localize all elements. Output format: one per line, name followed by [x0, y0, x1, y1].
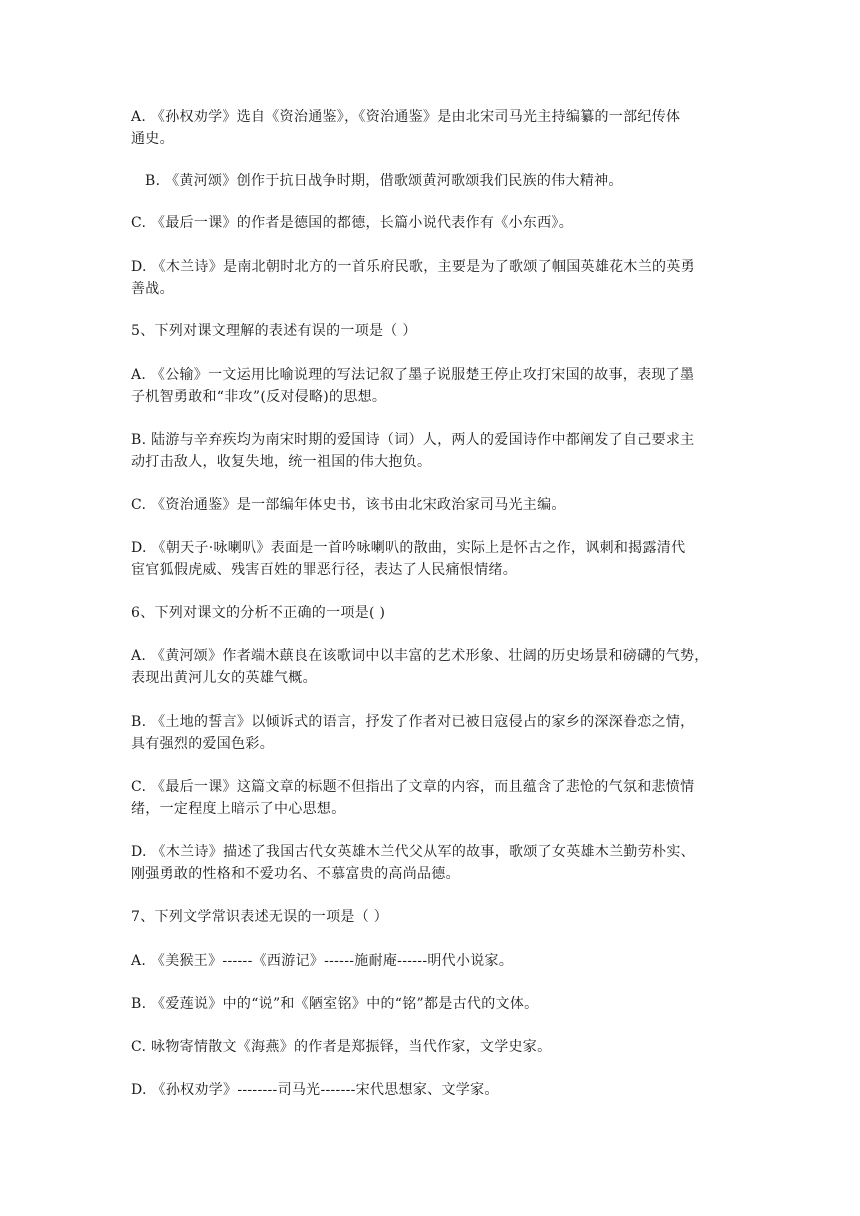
option-text-line: A. 《孙权劝学》选自《资治通鉴》，《资治通鉴》是由北宋司马光主持编纂的一部纪传体: [131, 109, 681, 125]
option-text-line: D. 《木兰诗》是南北朝时北方的一首乐府民歌，主要是为了歌颂了帼国英雄花木兰的英勇: [131, 259, 695, 275]
option-text-line: C. 《资治通鉴》是一部编年体史书，该书由北宋政治家司马光主编。: [131, 497, 566, 513]
option-text-line: 绪，一定程度上暗示了中心思想。: [131, 801, 346, 817]
option-text-line: 通史。: [131, 131, 174, 147]
option-text-line: B. 《黄河颂》创作于抗日战争时期，借歌颂黄河歌颂我们民族的伟大精神。: [145, 173, 623, 189]
option-text-line: B. 《土地的誓言》以倾诉式的语言，抒发了作者对已被日寇侵占的家乡的深深眷恋之情，: [131, 714, 695, 730]
option-text-line: 宦官狐假虎威、残害百姓的罪恶行径，表达了人民痛恨情绪。: [131, 562, 518, 578]
option-text-line: B. 《爱莲说》中的“说”和《陋室铭》中的“铭”都是古代的文体。: [131, 996, 539, 1012]
option-text-line: 表现出黄河儿女的英雄气概。: [131, 670, 317, 686]
option-text-line: C. 咏物寄情散文《海燕》的作者是郑振铎，当代作家，文学史家。: [131, 1039, 552, 1055]
option-text-line: D. 《朝天子·咏喇叭》表面是一首吟咏喇叭的散曲，实际上是怀古之作，讽刺和揭露清代: [131, 540, 686, 556]
question-title: 5、下列对课文理解的表述有误的一项是（ ）: [131, 323, 417, 339]
option-text-line: 具有强烈的爱国色彩。: [131, 736, 274, 752]
question-title: 6、下列对课文的分析不正确的一项是( ): [131, 605, 386, 621]
option-text-line: 刚强勇敢的性格和不爱功名、不慕富贵的高尚品德。: [131, 866, 460, 882]
option-text-line: A. 《美猴王》------《西游记》------施耐庵------明代小说家。: [131, 953, 514, 969]
option-text-line: C. 《最后一课》的作者是德国的都德，长篇小说代表作有《小东西》。: [131, 215, 574, 231]
option-text-line: 动打击敌人，收复失地，统一祖国的伟大抱负。: [131, 454, 432, 470]
option-text-line: 子机智勇敢和“非攻”(反对侵略)的思想。: [131, 389, 387, 405]
option-text-line: D. 《孙权劝学》--------司马光-------宋代思想家、文学家。: [131, 1082, 499, 1098]
option-text-line: C. 《最后一课》这篇文章的标题不但指出了文章的内容，而且蕴含了悲怆的气氛和悲愤情: [131, 779, 695, 795]
option-text-line: A. 《黄河颂》作者端木蕻良在该歌词中以丰富的艺术形象、壮阔的历史场景和磅礴的气势，: [131, 648, 709, 664]
question-title: 7、下列文学常识表述无误的一项是（ ）: [131, 909, 389, 925]
option-text-line: 善战。: [131, 281, 174, 297]
option-text-line: B. 陆游与辛弃疾均为南宋时期的爱国诗（词）人，两人的爱国诗作中都阐发了自己要求主: [131, 432, 695, 448]
option-text-line: D. 《木兰诗》描述了我国古代女英雄木兰代父从军的故事，歌颂了女英雄木兰勤劳朴实、: [131, 844, 695, 860]
option-text-line: A. 《公输》一文运用比喻说理的写法记叙了墨子说服楚王停止攻打宋国的故事，表现了墨: [131, 367, 695, 383]
